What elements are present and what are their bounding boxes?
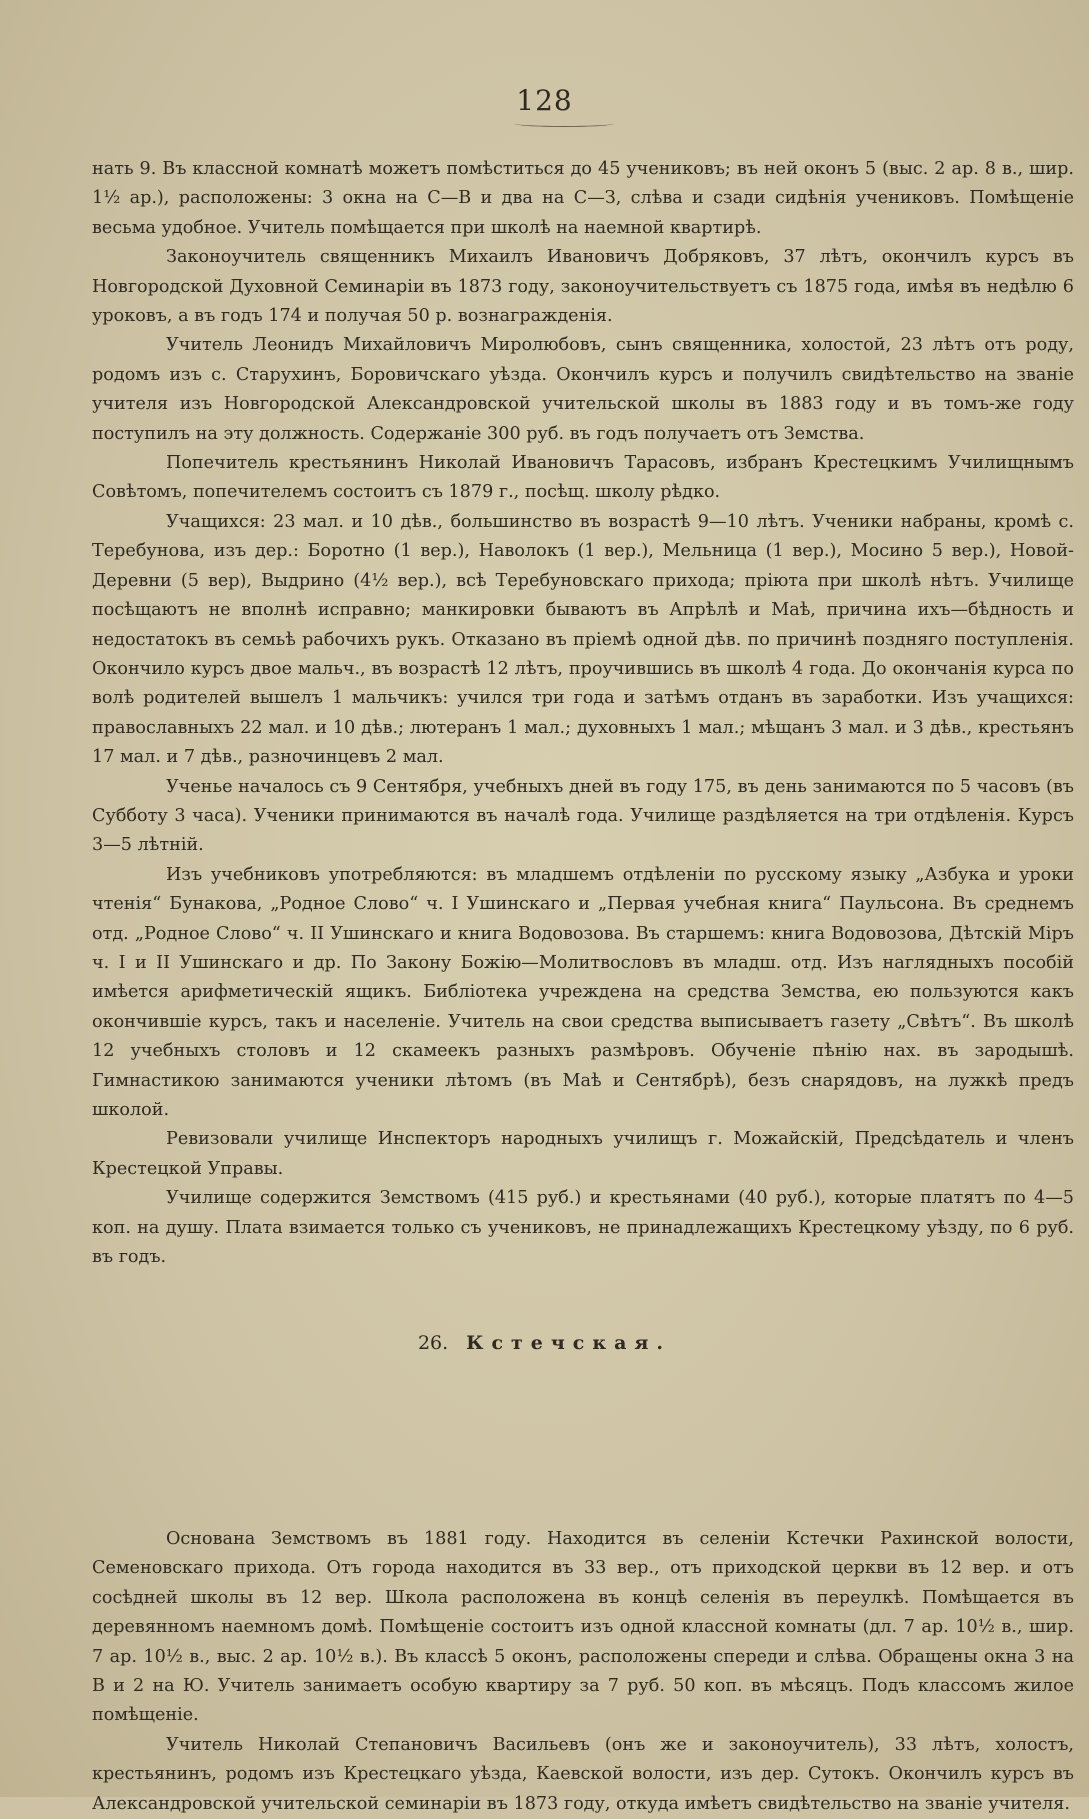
section-body-kstechskaya bbox=[92, 1525, 1074, 1819]
paragraph: Училище содержится Земствомъ (415 руб.) и крестьянами (40 руб.), которые платятъ по 4—5 коп. на душу. Плата взимается только съ учениковъ, не принадлежащихъ Крестецкому уѣзду, по 6 руб. въ годъ. bbox=[92, 1188, 1074, 1268]
page-number: 128 bbox=[516, 84, 573, 117]
section-heading bbox=[0, 1332, 1089, 1354]
page-number-ornament bbox=[514, 120, 614, 127]
paragraph: Учитель Николай Степановичъ Васильевъ (онъ же и законоучитель), 33 лѣтъ, холостъ, крестьянинъ, родомъ изъ Крестецкаго уѣзда, Каевской волости, изъ дер. Сутокъ. Окончилъ курсъ въ Александровской учительской семинаріи въ 1873 году, откуда имѣетъ свидѣтельство на званіе учителя. bbox=[92, 1734, 1074, 1814]
paragraph: Попечитель крестьянинъ Николай Ивановичъ Тарасовъ, избранъ Крестецкимъ Училищнымъ Совѣтомъ, попечителемъ состоитъ съ 1879 г., посѣщ. школу рѣдко. bbox=[92, 453, 1074, 503]
paragraph: Учитель Леонидъ Михайловичъ Миролюбовъ, сынъ священника, холостой, 23 лѣтъ отъ роду, родомъ изъ с. Старухинъ, Боровичскаго уѣзда. Окончилъ курсъ и получилъ свидѣтельство на званіе учителя изъ Новгородской Александровской учительской школы въ 1883 году и въ томъ-же году поступилъ на эту должность. Содержаніе 300 руб. въ годъ получаетъ отъ Земства. bbox=[92, 335, 1074, 444]
paragraph: Изъ учебниковъ употребляются: въ младшемъ отдѣленіи по русскому языку „Азбука и уроки чтенія“ Бунакова, „Родное Слово“ ч. I Ушинскаго и „Первая учебная книга“ Паульсона. Въ среднемъ отд. „Родное Слово“ ч. II Ушинскаго и книга Водовозова. Въ старшемъ: книга Водовозова, Дѣтскій Міръ ч. I и II Ушинскаго и др. По Закону Божію—Молитвословъ въ младш. отд. Изъ наглядныхъ пособій имѣется арифметическій ящикъ. Библіотека учреждена на средства Земства, ею пользуются какъ окончившіе курсъ, такъ и населеніе. Учитель на свои средства выписываетъ газету „Свѣтъ“. Въ школѣ 12 учебныхъ столовъ и 12 скамеекъ разныхъ размѣровъ. Обученіе пѣнію нах. въ зародышѣ. Гимнастикою занимаются ученики лѣтомъ (въ Маѣ и Сентябрѣ), безъ снарядовъ, на лужкѣ предъ школой. bbox=[92, 864, 1074, 1120]
paragraph: Основана Земствомъ въ 1881 году. Находится въ селеніи Кстечки Рахинской волости, Семеновскаго прихода. Отъ города находится въ 33 вер., отъ приходской церкви въ 12 вер. и отъ сосѣдней школы въ 12 вер. Школа расположена въ концѣ селенія въ переулкѣ. Помѣщается въ деревянномъ наемномъ домѣ. Помѣщеніе состоитъ изъ одной классной комнаты (дл. 7 ар. 10½ в., шир. 7 ар. 10½ в., выс. 2 ар. 10½ в.). Въ классѣ 5 оконъ, расположены спереди и слѣва. Обращены окна 3 на В и 2 на Ю. Учитель занимаетъ особую квартиру за 7 руб. 50 коп. въ мѣсяцъ. Подъ классомъ жилое помѣщеніе. bbox=[92, 1529, 1074, 1726]
paragraph: Законоучитель священникъ Михаилъ Ивановичъ Добряковъ, 37 лѣтъ, окончилъ курсъ въ Новгородской Духовной Семинаріи въ 1873 году, законоучительствуетъ съ 1875 года, имѣя въ недѣлю 6 уроковъ, а въ годъ 174 и получая 50 р. вознагражденія. bbox=[92, 247, 1074, 327]
paragraph: Ученье началось съ 9 Сентября, учебныхъ дней въ году 175, въ день занимаются по 5 часовъ (въ Субботу 3 часа). Ученики принимаются въ началѣ года. Училище раздѣляется на три отдѣленія. Курсъ 3—5 лѣтній. bbox=[92, 776, 1074, 856]
section-title: Кстечская. bbox=[466, 1332, 672, 1354]
section-body bbox=[92, 155, 1074, 1272]
paragraph: Ревизовали училище Инспекторъ народныхъ училищъ г. Можайскій, Предсѣдатель и членъ Крестецкой Управы. bbox=[92, 1129, 1074, 1179]
section-number: 26. bbox=[417, 1332, 449, 1354]
paragraph: Учащихся: 23 мал. и 10 дѣв., большинство въ возрастѣ 9—10 лѣтъ. Ученики набраны, кромѣ с. Теребунова, изъ дер.: Боротно (1 вер.), Наволокъ (1 вер.), Мельница (1 вер.), Мосино 5 вер.), Новой-Деревни (5 вер), Выдрино (4½ вер.), всѣ Теребуновскаго прихода; пріюта при школѣ нѣтъ. Училище посѣщаютъ не вполнѣ исправно; манкировки бываютъ въ Апрѣлѣ и Маѣ, причина ихъ—бѣдность и недостатокъ въ семьѣ рабочихъ рукъ. Отказано въ пріемѣ одной дѣв. по причинѣ поздняго поступленія. Окончило курсъ двое мальч., въ возрастѣ 12 лѣтъ, проучившись въ школѣ 4 года. До окончанія курса по волѣ родителей вышелъ 1 мальчикъ: учился три года и затѣмъ отданъ въ заработки. Изъ учащихся: православныхъ 22 мал. и 10 дѣв.; лютеранъ 1 мал.; духовныхъ 1 мал.; мѣщанъ 3 мал. и 3 дѣв., крестьянъ 17 мал. и 7 дѣв., разночинцевъ 2 мал. bbox=[92, 511, 1074, 768]
paragraph: нать 9. Въ классной комнатѣ можетъ помѣститься до 45 учениковъ; въ ней оконъ 5 (выс. 2 ар. 8 в., шир. 1½ ар.), расположены: 3 окна на С—В и два на С—З, слѣва и сзади сидѣнія учениковъ. Помѣщеніе весьма удобное. Учитель помѣщается при школѣ на наемной квартирѣ. bbox=[92, 159, 1074, 238]
